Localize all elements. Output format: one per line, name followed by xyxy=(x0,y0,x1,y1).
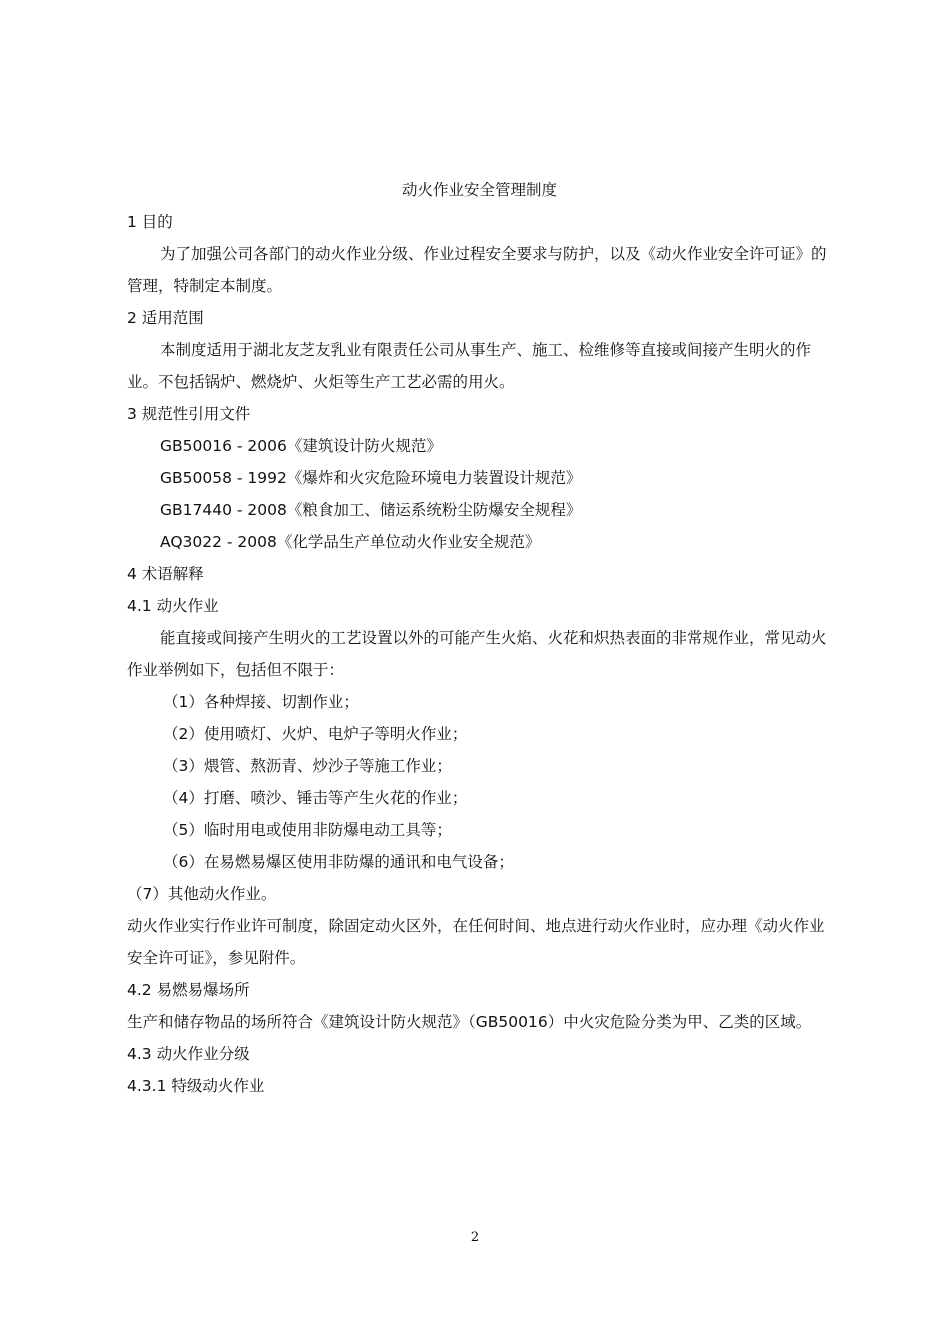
example-item: （3）煨管、熬沥青、炒沙子等施工作业； xyxy=(163,757,452,775)
example-item: （7）其他动火作业。 xyxy=(127,885,277,903)
reference-item: GB50058 - 1992《爆炸和火灾危险环境电力装置设计规范》 xyxy=(160,469,582,487)
subsection-heading-classification: 4.3 动火作业分级 xyxy=(127,1045,250,1063)
example-item: （6）在易燃易爆区使用非防爆的通讯和电气设备； xyxy=(163,853,514,871)
example-item: （1）各种焊接、切割作业； xyxy=(163,693,359,711)
subsection-heading-special-grade: 4.3.1 特级动火作业 xyxy=(127,1077,265,1095)
document-body xyxy=(127,174,832,1102)
flammable-area-paragraph: 生产和储存物品的场所符合《建筑设计防火规范》（GB50016）中火灾危险分类为甲、乙类的区域。 xyxy=(127,1013,812,1031)
reference-item: GB17440 - 2008《粮食加工、储运系统粉尘防爆安全规程》 xyxy=(160,501,582,519)
section-heading-purpose: 1 目的 xyxy=(127,213,173,231)
example-item: （5）临时用电或使用非防爆电动工具等； xyxy=(163,821,452,839)
example-item: （4）打磨、喷沙、锤击等产生火花的作业； xyxy=(163,789,468,807)
purpose-paragraph: 为了加强公司各部门的动火作业分级、作业过程安全要求与防护，以及《动火作业安全许可证》的管理，特制定本制度。 xyxy=(127,245,827,295)
reference-item: AQ3022 - 2008《化学品生产单位动火作业安全规范》 xyxy=(160,533,541,551)
reference-item: GB50016 - 2006《建筑设计防火规范》 xyxy=(160,437,442,455)
example-item: （2）使用喷灯、火炉、电炉子等明火作业； xyxy=(163,725,468,743)
document-title: 动火作业安全管理制度 xyxy=(401,181,557,199)
section-heading-terms: 4 术语解释 xyxy=(127,565,204,583)
section-heading-references: 3 规范性引用文件 xyxy=(127,405,251,423)
subsection-heading-hot-work: 4.1 动火作业 xyxy=(127,597,219,615)
page-number: 2 xyxy=(470,1230,480,1245)
section-heading-scope: 2 适用范围 xyxy=(127,309,204,327)
subsection-heading-flammable-area: 4.2 易燃易爆场所 xyxy=(127,981,250,999)
permit-paragraph: 动火作业实行作业许可制度，除固定动火区外，在任何时间、地点进行动火作业时，应办理《动火作业安全许可证》，参见附件。 xyxy=(127,917,825,967)
hot-work-paragraph: 能直接或间接产生明火的工艺设置以外的可能产生火焰、火花和炽热表面的非常规作业，常见动火作业举例如下，包括但不限于： xyxy=(127,629,827,679)
scope-paragraph: 本制度适用于湖北友芝友乳业有限责任公司从事生产、施工、检维修等直接或间接产生明火的作业。不包括锅炉、燃烧炉、火炬等生产工艺必需的用火。 xyxy=(127,341,812,391)
